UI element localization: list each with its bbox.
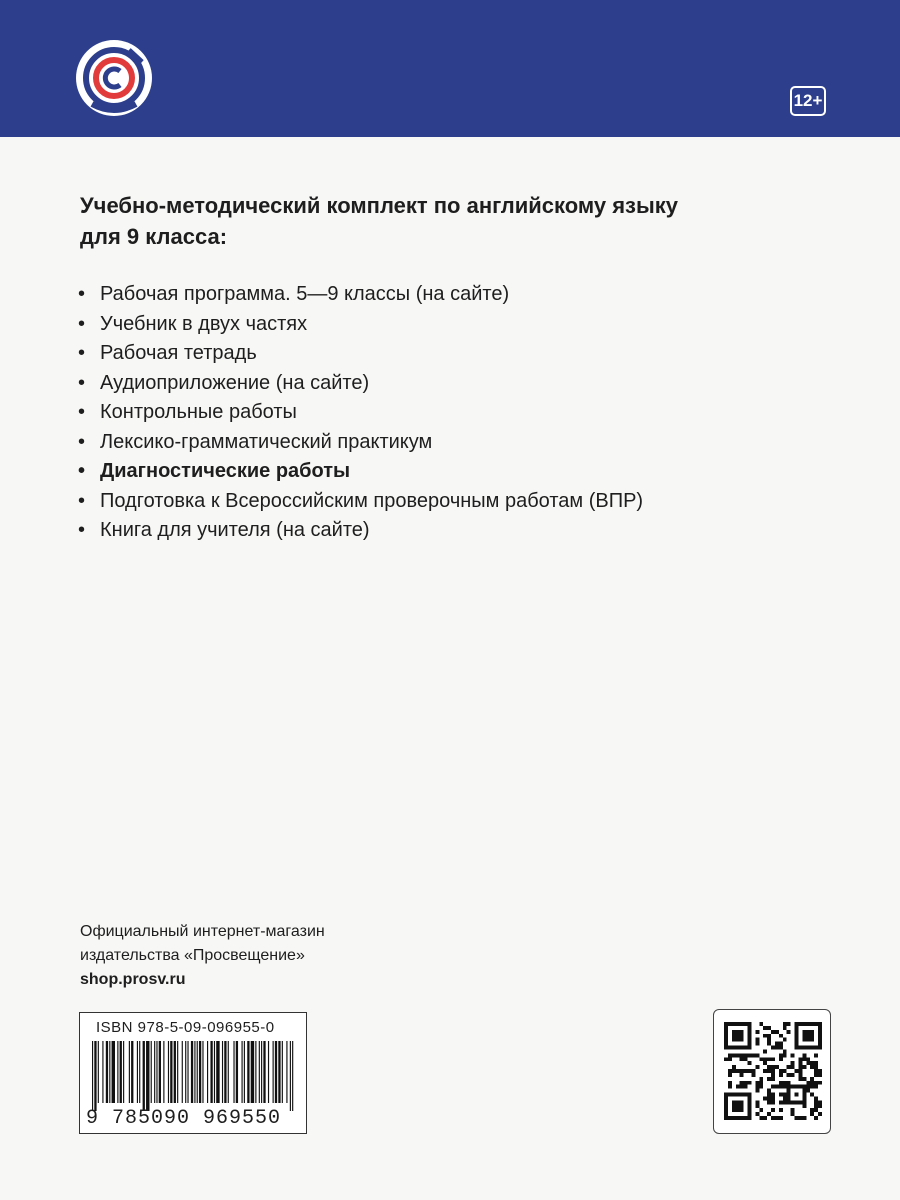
age-rating-badge: 12+ [790,86,826,116]
bullet-icon: • [78,489,86,512]
list-item-label: Диагностические работы [100,460,351,482]
barcode-digits: 9 785090 969550 [86,1107,282,1130]
bullet-icon: • [78,460,86,482]
list-item-label: Лексико-грамматический практикум [100,430,433,453]
list-item-label: Книга для учителя (на сайте) [100,519,370,541]
bullet-icon: • [78,401,86,423]
header-band [0,0,900,137]
prosveshchenie-logo-icon [74,38,154,118]
qr-code-box [713,1009,831,1134]
list-item-label: Подготовка к Всероссийским проверочным работам (ВПР) [100,489,644,512]
list-item [78,369,858,399]
shop-url-link[interactable]: shop.prosv.ru [80,971,186,988]
kit-list [78,280,858,546]
barcode-icon [92,1041,294,1111]
list-item [78,487,858,517]
list-item-label: Учебник в двух частях [100,312,308,335]
list-item [78,398,858,428]
bullet-icon: • [78,371,86,394]
bullet-icon: • [78,342,86,364]
kit-title-line2: для 9 класса: [80,224,228,249]
barcode-box [79,1012,307,1134]
list-item-label: Контрольные работы [100,401,297,423]
list-item-label: Рабочая программа. 5—9 классы (на сайте) [100,283,510,305]
shop-line1: Официальный интернет-магазин [80,923,325,940]
list-item-label: Рабочая тетрадь [100,342,257,364]
shop-info [80,920,480,992]
isbn-label: ISBN 978-5-09-096955-0 [96,1019,275,1036]
list-item [78,280,858,310]
kit-title [80,190,840,252]
list-item-highlighted [78,457,858,487]
list-item-label: Аудиоприложение (на сайте) [100,371,370,394]
list-item [78,310,858,340]
list-item [78,516,858,546]
list-item [78,428,858,458]
qr-code-icon [724,1022,822,1120]
shop-line2: издательства «Просвещение» [80,947,305,964]
bullet-icon: • [78,519,86,541]
bullet-icon: • [78,430,86,453]
list-item [78,339,858,369]
bullet-icon: • [78,283,86,305]
bullet-icon: • [78,312,86,335]
kit-title-line1: Учебно-методический комплект по английскому языку [80,193,679,218]
